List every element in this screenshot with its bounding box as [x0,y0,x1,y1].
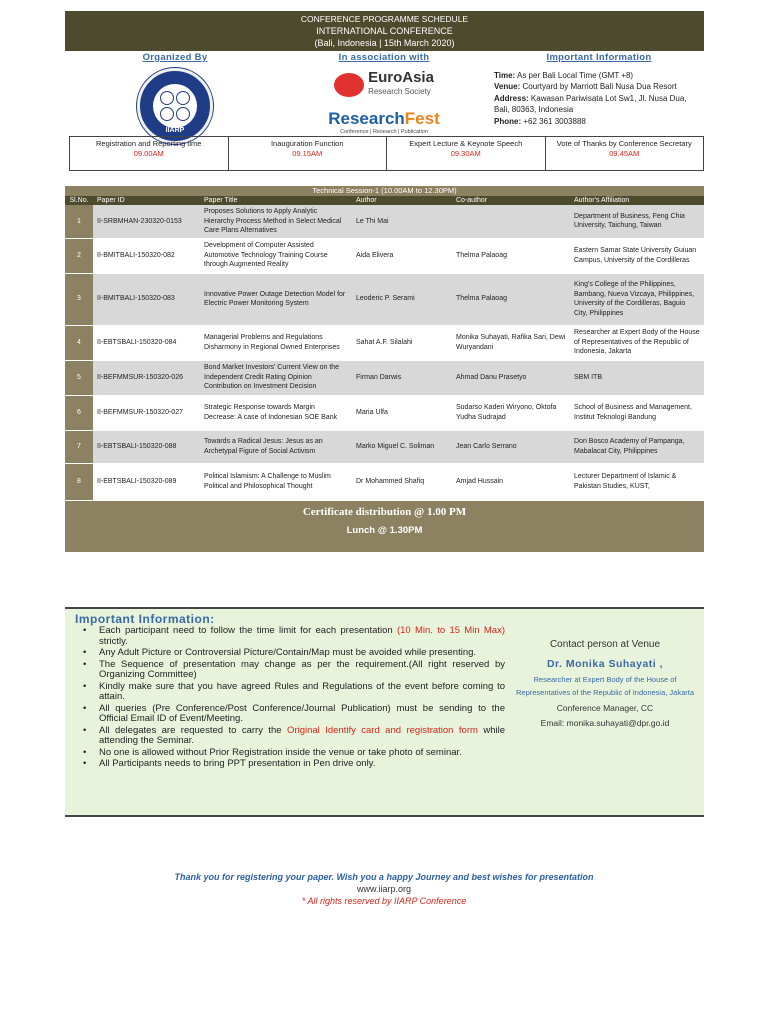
cell-author: Sahat A.F. Silalahi [352,325,452,360]
timing-table [69,136,704,171]
contact-heading: Contact person at Venue [549,639,661,650]
cell-coauthor: Ahmad Danu Prasetyo [452,360,570,395]
timing-cell [229,137,388,170]
cell-paper-id: II-BEFMMSUR-150320-026 [93,360,200,395]
cell-author: Marko Miguel C. Soliman [352,430,452,463]
banner-line-2: INTERNATIONAL CONFERENCE [316,26,453,36]
column-header: Sl.No. [65,196,93,205]
cell-no: 1 [65,205,93,238]
timing-cell [546,137,704,170]
organized-by-section [100,52,250,144]
researchfest-part-b: Fest [404,109,440,128]
certificate-distribution: Certificate distribution @ 1.00 PM [302,505,467,518]
address-value: Kawasan Pariwisata Lot Sw1, Jl. Nusa Dua, Bali, 80363, Indonesia [494,93,687,114]
cell-affiliation: Eastern Samar State University Guiuan Campus, University of the Cordilleras [570,238,704,273]
contact-role: Researcher at Expert Body of the House of Representatives of the Republic of Indonesia, Jakarta [515,675,695,697]
euroasia-logo [310,71,458,99]
cell-author: Maria Ulfa [352,395,452,430]
logo-text: IIARP [165,127,185,134]
website-link[interactable]: www.iiarp.org [356,884,412,894]
cell-no: 7 [65,430,93,463]
table-row [65,463,704,500]
timing-time: 09.15AM [292,149,323,158]
cell-affiliation: School of Business and Management, Institut Teknologi Bandung [570,395,704,430]
rights-note: * All rights reserved by IIARP Conference [301,896,467,906]
cell-title: Bond Market Investors' Current View on the Independent Credit Rating Opinion Contribution on Investment Decision [200,360,352,395]
cell-no: 8 [65,463,93,500]
timing-label: Vote of Thanks by Conference Secretary [556,139,692,148]
banner-line-3: (Bali, Indonesia | 15th March 2020) [314,38,455,48]
euroasia-mark-icon [334,73,364,97]
list-item: • Kindly make sure that you have agreed Rules and Regulations of the event before coming to attain. [83,682,505,703]
cell-paper-id: II-BEFMMSUR-150320-027 [93,395,200,430]
papers-table [65,196,704,501]
timing-cell [70,137,229,170]
table-row [65,395,704,430]
column-header: Author [352,196,452,205]
euroasia-title: EuroAsia [368,69,434,86]
timing-time: 09.45AM [609,149,640,158]
cell-affiliation: SBM ITB [570,360,704,395]
cell-author: Leoderic P. Serami [352,273,452,325]
contact-email[interactable]: Email: monika.suhayati@dpr.go.id [540,718,670,728]
column-header: Author's Affiliation [570,196,704,205]
column-header: Paper ID [93,196,200,205]
list-item: • Each participant need to follow the time limit for each presentation (10 Min. to 15 Min Max) strictly. [83,626,505,647]
cell-coauthor: Thelma Palaoag [452,238,570,273]
cell-coauthor: Jean Carlo Serrano [452,430,570,463]
time-label: Time: [494,70,516,80]
important-info-heading: Important Information [546,52,652,63]
table-row [65,430,704,463]
cell-no: 4 [65,325,93,360]
cell-paper-id: II-SRBMHAN-230320-0153 [93,205,200,238]
cell-paper-id: II-EBTSBALI-150320-084 [93,325,200,360]
list-item: • All Participants needs to bring PPT presentation in Pen drive only. [83,759,505,770]
cell-paper-id: II-BMITBALI-150320-082 [93,238,200,273]
timing-time: 09.00AM [133,149,164,158]
contact-title: Conference Manager, CC [556,703,654,713]
phone-label: Phone: [494,116,522,126]
important-info-title: Important Information: [75,612,215,626]
list-item: • All delegates are requested to carry the Original Identify card and registration form while attending the Seminar. [83,726,505,747]
thanks-message: Thank you for registering your paper. Wish you a happy Journey and best wishes for presentation [174,872,594,882]
cell-no: 5 [65,360,93,395]
cell-paper-id: II-EBTSBALI-150320-088 [93,430,200,463]
iiarp-logo-icon [137,68,213,144]
cell-coauthor: Monika Suhayati, Rafika Sari, Dewi Wuryandani [452,325,570,360]
cell-no: 6 [65,395,93,430]
contact-name: Dr. Monika Suhayati , [546,658,664,670]
cell-affiliation: Lecturer Department of Islamic & Pakistan Studies, KUST, [570,463,704,500]
table-row [65,325,704,360]
cell-author: Aida Elivera [352,238,452,273]
rules-list [83,626,505,771]
cell-coauthor [452,205,570,238]
organized-by-heading: Organized By [142,52,208,63]
table-row [65,238,704,273]
cell-title: Towards a Radical Jesus: Jesus as an Archetypal Figure of Social Activism [200,430,352,463]
cell-title: Managerial Problems and Regulations Disharmony in Regional Owned Enterprises [200,325,352,360]
cell-paper-id: II-EBTSBALI-150320-089 [93,463,200,500]
cell-coauthor: Thelma Palaoag [452,273,570,325]
cell-title: Proposes Solutions to Apply Analytic Hierarchy Process Method in Select Medical Care Plans Alternatives [200,205,352,238]
timing-label: Inauguration Function [270,139,344,148]
list-item: • No one is allowed without Prior Registration inside the venue or take photo of seminar. [83,748,505,759]
cell-title: Innovative Power Outage Detection Model for Electric Power Monitoring System [200,273,352,325]
cell-author: Dr Mohammed Shafiq [352,463,452,500]
time-value: As per Bali Local Time (GMT +8) [516,70,634,80]
table-row [65,273,704,325]
venue-info [494,52,704,127]
timing-label: Expert Lecture & Keynote Speech [409,139,523,148]
association-heading: In association with [338,52,430,63]
association-section [310,52,458,135]
cell-title: Development of Computer Assisted Automotive Technology Training Course through Augmented Reality [200,238,352,273]
column-header: Paper Title [200,196,352,205]
cell-affiliation: King's College of the Philippines, Bambang, Nueva Vizcaya, Philippines, University of the Cordilleras, Baguio City, Philippines [570,273,704,325]
important-information-box [65,607,704,817]
technical-session [65,186,704,552]
cell-title: Strategic Response towards Margin Decrease: A case of Indonesian SOE Bank [200,395,352,430]
header-banner [65,11,704,51]
timing-time: 09.30AM [450,149,481,158]
cell-coauthor: Sudarso Kaderi Wiryono, Oktofa Yudha Sudrajad [452,395,570,430]
footer [0,871,768,907]
timing-cell [387,137,546,170]
euroasia-subtitle: Research Society [368,87,431,96]
table-row [65,360,704,395]
list-item: • All queries (Pre Conference/Post Conference/Journal Publication) must be sending to the Official Email ID of Event/Meeting. [83,704,505,725]
cell-no: 3 [65,273,93,325]
list-item: • Any Adult Picture or Controversial Picture/Contain/Map must be avoided while presenting. [83,648,505,659]
researchfest-logo [310,109,458,129]
cell-author: Firman Darwis [352,360,452,395]
session-title: Technical Session-1 (10.00AM to 12.30PM) [312,186,457,195]
cell-affiliation: Researcher at Expert Body of the House of Representatives of the Republic of Indonesia, Jakarta [570,325,704,360]
researchfest-part-a: Research [328,109,405,128]
cell-no: 2 [65,238,93,273]
timing-label: Registration and Reporting time [96,139,202,148]
column-header: Co-author [452,196,570,205]
banner-line-1: CONFERENCE PROGRAMME SCHEDULE [300,14,469,24]
cell-affiliation: Don Bosco Academy of Pampanga, Mabalacat City, Philippines [570,430,704,463]
phone-value: +62 361 3003888 [523,116,586,126]
cell-coauthor: Amjad Hussain [452,463,570,500]
list-item: • The Sequence of presentation may change as per the requirement.(All right reserved by Organizing Committee) [83,660,505,681]
table-row [65,205,704,238]
contact-person [515,639,695,729]
lunch-time: Lunch @ 1.30PM [346,524,423,536]
venue-value: Courtyard by Marriott Bali Nusa Dua Resort [522,82,677,91]
researchfest-tagline: Conference | Research | Publication [340,129,428,135]
venue-label: Venue: [494,82,521,91]
cell-affiliation: Department of Business, Feng Chia University, Taichung, Taiwan [570,205,704,238]
address-label: Address: [494,93,529,103]
cell-author: Le Thi Mai [352,205,452,238]
cell-paper-id: II-BMITBALI-150320-083 [93,273,200,325]
cell-title: Political Islamism: A Challenge to Muslim Political and Philosophical Thought [200,463,352,500]
